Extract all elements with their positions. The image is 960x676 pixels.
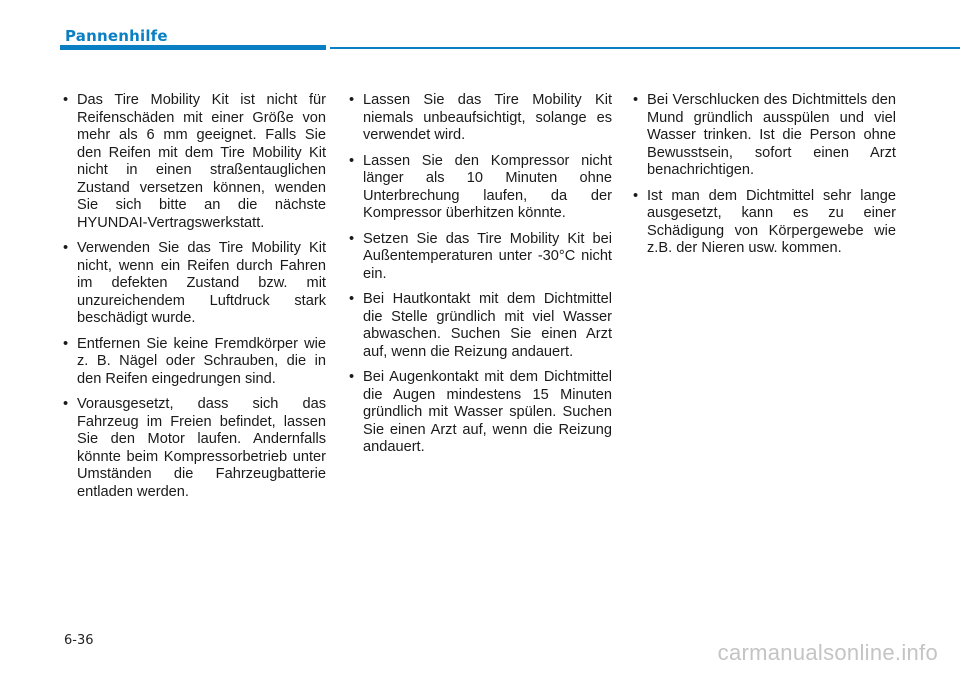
list-item: • Setzen Sie das Tire Mobility Kit bei Außentemperaturen unter -30°C nicht ein.: [348, 231, 612, 284]
list-item: • Bei Verschlucken des Dichtmittels den Mund gründlich ausspülen und viel Wasser trinken. Ist die Person ohne Bewusstsein, sofort einen Arzt benachrichtigen.: [632, 92, 896, 180]
bullet-list-3: [632, 92, 896, 258]
list-item: • Vorausgesetzt, dass sich das Fahrzeug im Freien befindet, lassen Sie den Motor laufen. Andernfalls könnte beim Kompressorbetrieb unter Umständen die Fahrzeugbatterie entladen werden.: [62, 396, 326, 501]
list-item: • Bei Augenkontakt mit dem Dichtmittel die Augen mindestens 15 Minuten gründlich mit Wasser spülen. Suchen Sie einen Arzt auf, wenn die Reizung andauert.: [348, 369, 612, 457]
list-item: • Entfernen Sie keine Fremdkörper wie z. B. Nägel oder Schrauben, die in den Reifen eingedrungen sind.: [62, 336, 326, 389]
list-item: • Lassen Sie den Kompressor nicht länger als 10 Minuten ohne Unterbrechung laufen, da der Kompressor überhitzen könnte.: [348, 153, 612, 223]
text-column-2: [348, 92, 612, 465]
watermark-text: carmanualsonline.info: [717, 640, 938, 665]
bullet-list-1: [62, 92, 326, 501]
list-item: • Das Tire Mobility Kit ist nicht für Reifenschäden mit einer Größe von mehr als 6 mm geeignet. Falls Sie den Reifen mit dem Tire Mobility Kit nicht in einen straßentauglichen Zustand versetzen können, wenden Sie sich bitte an die nächste HYUNDAI-Vertragswerkstatt.: [62, 92, 326, 232]
section-title: Pannenhilfe: [65, 27, 168, 45]
list-item: • Bei Hautkontakt mit dem Dichtmittel die Stelle gründlich mit viel Wasser abwaschen. Suchen Sie einen Arzt auf, wenn die Reizung andauert.: [348, 291, 612, 361]
list-item: • Ist man dem Dichtmittel sehr lange ausgesetzt, kann es zu einer Schädigung von Körpergewebe wie z.B. der Nieren usw. kommen.: [632, 188, 896, 258]
bullet-list-2: [348, 92, 612, 457]
page-number: 6-36: [64, 633, 94, 648]
header-rule-thin: [330, 47, 960, 49]
list-item: • Lassen Sie das Tire Mobility Kit niemals unbeaufsichtigt, solange es verwendet wird.: [348, 92, 612, 145]
text-column-1: [62, 92, 326, 509]
text-column-3: [632, 92, 896, 266]
header-rule-thick: [60, 45, 326, 50]
list-item: • Verwenden Sie das Tire Mobility Kit nicht, wenn ein Reifen durch Fahren im defekten Zustand bzw. mit unzureichendem Luftdruck stark beschädigt wurde.: [62, 240, 326, 328]
